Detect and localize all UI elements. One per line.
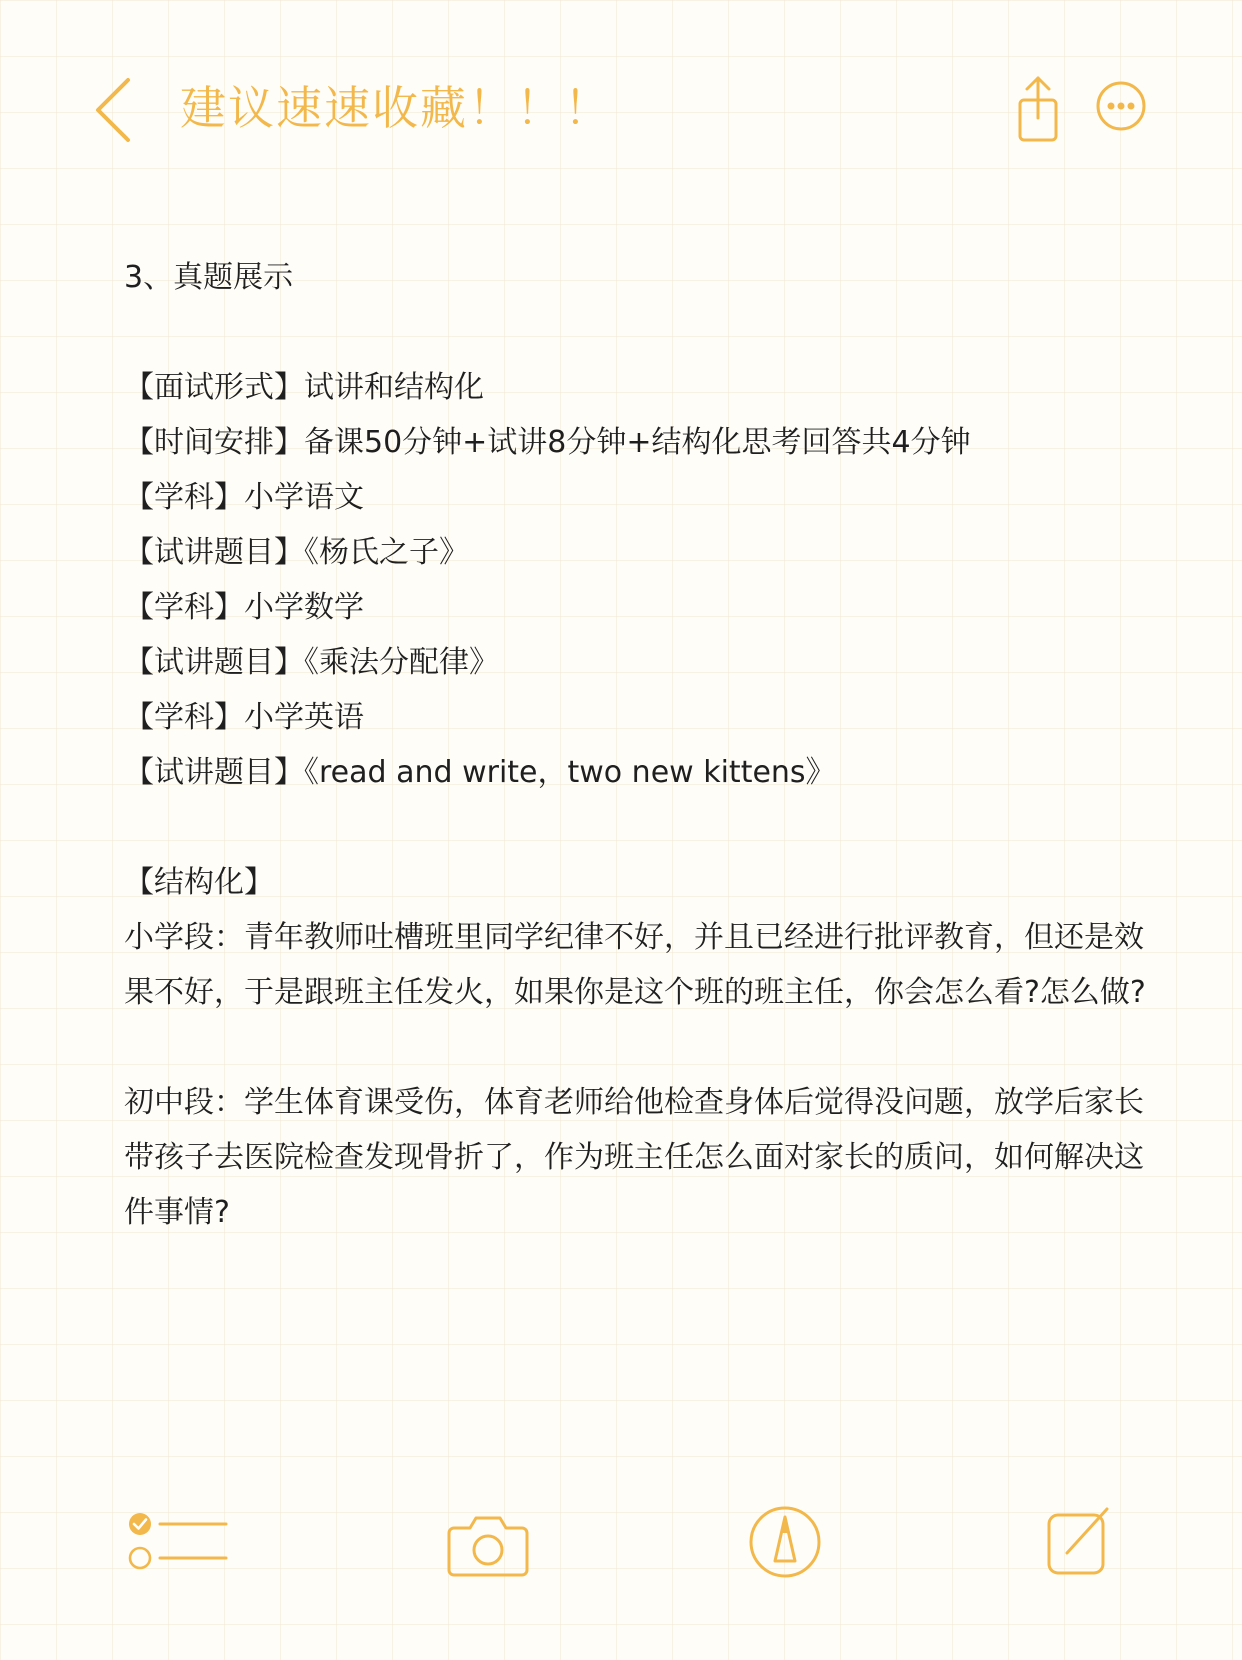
checklist-icon (128, 1510, 232, 1580)
note-title: 建议速速收藏！！！ (180, 81, 612, 135)
top-bar (0, 60, 1242, 150)
bottom-toolbar (0, 1500, 1242, 1600)
chevron-left-icon (90, 74, 136, 144)
primary-school-question: 小学段：青年教师吐槽班里同学纪律不好，并且已经进行批评教育，但还是效果不好，于是跟班主任发火，如果你是这个班的班主任，你会怎么看?怎么做? (124, 920, 1146, 1010)
markup-button[interactable] (748, 1505, 822, 1579)
markup-pen-icon (748, 1505, 822, 1579)
middle-school-question: 初中段：学生体育课受伤，体育老师给他检查身体后觉得没问题，放学后家长带孩子去医院检查发现骨折了，作为班主任怎么面对家长的质问，如何解决这件事情? (124, 1085, 1144, 1230)
info-line-topic-math: 【试讲题目】《乘法分配律》 (124, 645, 499, 680)
back-button[interactable] (90, 74, 136, 144)
spacer (124, 1020, 1164, 1075)
info-line-topic-chinese: 【试讲题目】《杨氏之子》 (124, 535, 469, 570)
compose-icon (1045, 1505, 1115, 1579)
info-line-schedule: 【时间安排】备课50分钟+试讲8分钟+结构化思考回答共4分钟 (124, 425, 971, 460)
spacer (124, 305, 1164, 360)
info-line-subject-english: 【学科】小学英语 (124, 700, 364, 735)
section-heading: 3、真题展示 (124, 260, 294, 295)
note-body[interactable] (124, 250, 1164, 1240)
share-icon (1012, 74, 1068, 144)
info-line-interview-format: 【面试形式】试讲和结构化 (124, 370, 484, 405)
camera-icon (446, 1510, 530, 1580)
info-line-subject-chinese: 【学科】小学语文 (124, 480, 364, 515)
info-line-topic-english: 【试讲题目】《read and write，two new kittens》 (124, 755, 836, 790)
camera-button[interactable] (446, 1510, 530, 1580)
compose-button[interactable] (1045, 1505, 1115, 1579)
spacer (124, 800, 1164, 855)
more-button[interactable] (1095, 80, 1147, 132)
structured-heading: 【结构化】 (124, 865, 274, 900)
info-line-subject-math: 【学科】小学数学 (124, 590, 364, 625)
checklist-button[interactable] (128, 1510, 232, 1580)
more-icon (1095, 80, 1147, 132)
share-button[interactable] (1012, 74, 1068, 144)
